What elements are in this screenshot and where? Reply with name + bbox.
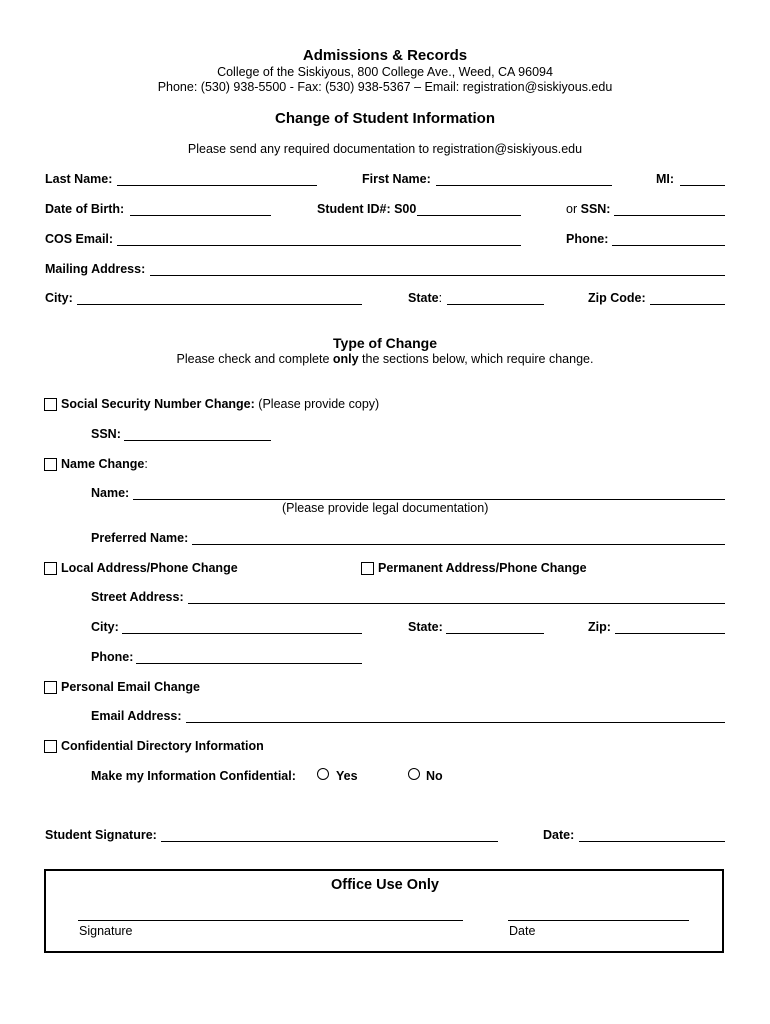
student-signature-label: Student Signature: — [45, 828, 157, 842]
documentation-instruction: Please send any required documentation to registration@siskiyous.edu — [187, 142, 583, 156]
ssn-field[interactable] — [614, 215, 725, 216]
confidential-no-label: No — [426, 769, 443, 783]
zip-code-field[interactable] — [650, 304, 725, 305]
street-address-label: Street Address: — [91, 590, 184, 604]
personal-email-checkbox[interactable] — [44, 681, 57, 694]
make-confidential-label: Make my Information Confidential: — [91, 769, 296, 783]
student-id-label: Student ID#: S00 — [317, 202, 417, 216]
cos-email-field[interactable] — [117, 245, 521, 246]
student-id-field[interactable] — [417, 215, 521, 216]
legal-documentation-note: (Please provide legal documentation) — [282, 501, 489, 515]
confidential-yes-label: Yes — [336, 769, 358, 783]
confidential-yes-radio[interactable] — [317, 768, 329, 780]
new-ssn-field[interactable] — [124, 440, 271, 441]
ssn-change-label: Social Security Number Change: (Please provide copy) — [61, 397, 380, 411]
address-phone-field[interactable] — [136, 663, 362, 664]
signature-date-field[interactable] — [579, 841, 725, 842]
permanent-address-label: Permanent Address/Phone Change — [378, 561, 587, 575]
permanent-address-checkbox[interactable] — [361, 562, 374, 575]
zip-code-label: Zip Code: — [588, 291, 646, 305]
name-change-checkbox[interactable] — [44, 458, 57, 471]
local-address-label: Local Address/Phone Change — [61, 561, 238, 575]
college-address: College of the Siskiyous, 800 College Ave., Weed, CA 96094 — [217, 65, 553, 79]
ssn-change-checkbox[interactable] — [44, 398, 57, 411]
dob-label: Date of Birth: — [45, 202, 125, 216]
office-title: Admissions & Records — [302, 47, 468, 64]
form-title: Change of Student Information — [275, 110, 495, 127]
office-date-label: Date — [509, 924, 536, 938]
state-label: State: — [408, 291, 443, 305]
phone-label: Phone: — [566, 232, 609, 246]
preferred-name-label: Preferred Name: — [91, 531, 189, 545]
address-zip-field[interactable] — [615, 633, 725, 634]
mi-label: MI: — [656, 172, 675, 186]
new-ssn-label: SSN: — [91, 427, 121, 441]
address-state-label: State: — [408, 620, 443, 634]
student-signature-field[interactable] — [161, 841, 498, 842]
first-name-field[interactable] — [436, 185, 612, 186]
or-text: or SSN: — [566, 202, 611, 216]
local-address-checkbox[interactable] — [44, 562, 57, 575]
city-label: City: — [45, 291, 73, 305]
office-date-line[interactable] — [508, 920, 689, 921]
preferred-name-field[interactable] — [192, 544, 725, 545]
contact-info: Phone: (530) 938-5500 - Fax: (530) 938-5367 – Email: registration@siskiyous.edu — [157, 80, 613, 94]
mailing-address-label: Mailing Address: — [45, 262, 146, 276]
signature-date-label: Date: — [543, 828, 575, 842]
mailing-address-field[interactable] — [150, 275, 725, 276]
last-name-field[interactable] — [117, 185, 317, 186]
cos-email-label: COS Email: — [45, 232, 114, 246]
state-field[interactable] — [447, 304, 544, 305]
office-use-title: Office Use Only — [331, 877, 439, 893]
address-city-label: City: — [91, 620, 119, 634]
new-name-label: Name: — [91, 486, 130, 500]
office-signature-label: Signature — [79, 924, 133, 938]
personal-email-label: Personal Email Change — [61, 680, 200, 694]
phone-field[interactable] — [612, 245, 725, 246]
dob-field[interactable] — [130, 215, 271, 216]
type-of-change-instruction: Please check and complete only the sections below, which require change. — [176, 352, 594, 366]
mi-field[interactable] — [680, 185, 725, 186]
name-change-label: Name Change: — [61, 457, 148, 471]
email-address-field[interactable] — [186, 722, 725, 723]
city-field[interactable] — [77, 304, 362, 305]
type-of-change-title: Type of Change — [333, 335, 437, 351]
office-signature-line[interactable] — [78, 920, 463, 921]
street-address-field[interactable] — [188, 603, 725, 604]
new-name-field[interactable] — [133, 499, 725, 500]
address-zip-label: Zip: — [588, 620, 611, 634]
address-state-field[interactable] — [446, 633, 544, 634]
first-name-label: First Name: — [362, 172, 431, 186]
address-city-field[interactable] — [122, 633, 362, 634]
confidential-directory-checkbox[interactable] — [44, 740, 57, 753]
confidential-directory-label: Confidential Directory Information — [61, 739, 264, 753]
confidential-no-radio[interactable] — [408, 768, 420, 780]
address-phone-label: Phone: — [91, 650, 134, 664]
email-address-label: Email Address: — [91, 709, 182, 723]
last-name-label: Last Name: — [45, 172, 113, 186]
